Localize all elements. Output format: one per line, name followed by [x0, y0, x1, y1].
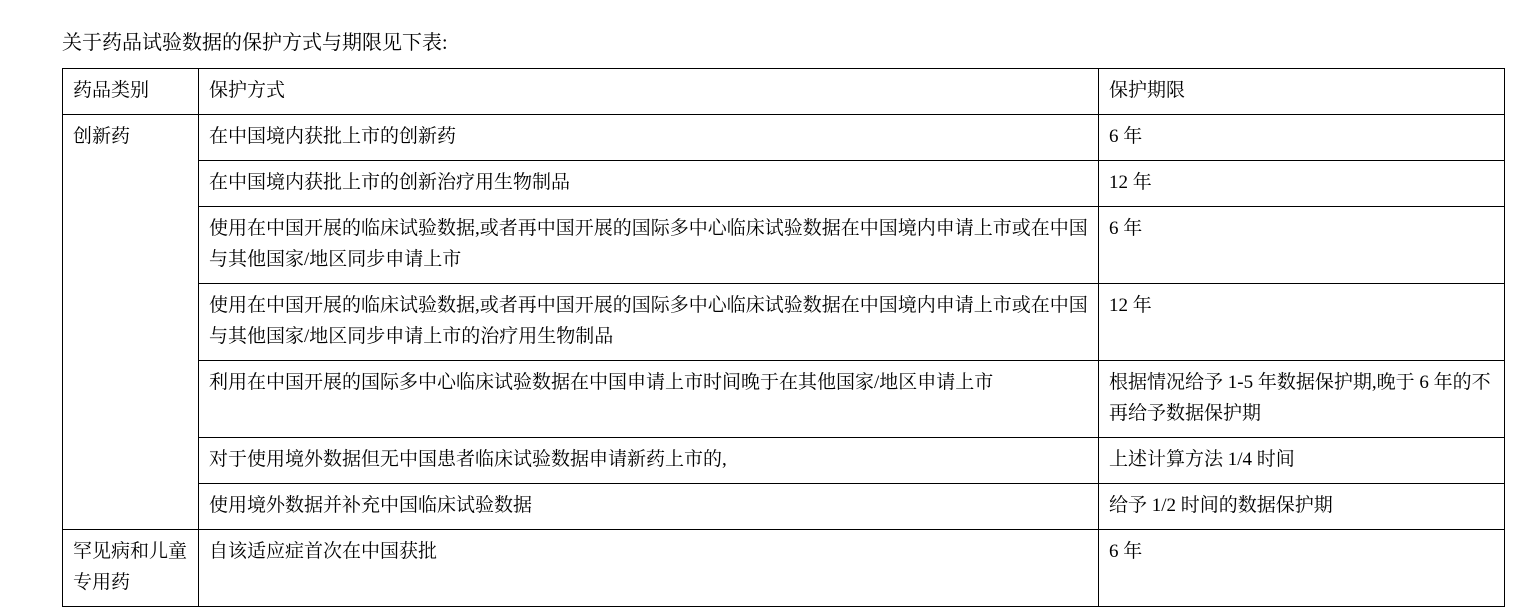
header-cell-term: 保护期限 — [1099, 69, 1505, 115]
mode-cell: 自该适应症首次在中国获批 — [199, 530, 1099, 607]
mode-cell: 对于使用境外数据但无中国患者临床试验数据申请新药上市的, — [199, 438, 1099, 484]
table-header-row — [63, 69, 1505, 115]
term-cell: 6 年 — [1099, 530, 1505, 607]
mode-cell: 在中国境内获批上市的创新治疗用生物制品 — [199, 161, 1099, 207]
table-row — [63, 207, 1505, 284]
table-row — [63, 484, 1505, 530]
header-cell-mode: 保护方式 — [199, 69, 1099, 115]
table-row — [63, 438, 1505, 484]
mode-cell: 使用在中国开展的临床试验数据,或者再中国开展的国际多中心临床试验数据在中国境内申请上市或在中国与其他国家/地区同步申请上市 — [199, 207, 1099, 284]
term-cell: 12 年 — [1099, 161, 1505, 207]
table-row — [63, 361, 1505, 438]
term-cell: 上述计算方法 1/4 时间 — [1099, 438, 1505, 484]
mode-cell: 使用在中国开展的临床试验数据,或者再中国开展的国际多中心临床试验数据在中国境内申请上市或在中国与其他国家/地区同步申请上市的治疗用生物制品 — [199, 284, 1099, 361]
table-row — [63, 530, 1505, 607]
term-cell: 给予 1/2 时间的数据保护期 — [1099, 484, 1505, 530]
term-cell: 6 年 — [1099, 207, 1505, 284]
header-cell-category: 药品类别 — [63, 69, 199, 115]
table-row — [63, 284, 1505, 361]
drug-data-protection-table — [62, 68, 1505, 607]
intro-paragraph: 关于药品试验数据的保护方式与期限见下表: — [62, 32, 448, 54]
category-cell-rare-disease-pediatric: 罕见病和儿童专用药 — [63, 530, 199, 607]
term-cell: 12 年 — [1099, 284, 1505, 361]
table-row — [63, 161, 1505, 207]
category-cell-innovative-drug: 创新药 — [63, 115, 199, 530]
mode-cell: 在中国境内获批上市的创新药 — [199, 115, 1099, 161]
term-cell: 根据情况给予 1-5 年数据保护期,晚于 6 年的不再给予数据保护期 — [1099, 361, 1505, 438]
mode-cell: 使用境外数据并补充中国临床试验数据 — [199, 484, 1099, 530]
mode-cell: 利用在中国开展的国际多中心临床试验数据在中国申请上市时间晚于在其他国家/地区申请上市 — [199, 361, 1099, 438]
table-row — [63, 115, 1505, 161]
term-cell: 6 年 — [1099, 115, 1505, 161]
